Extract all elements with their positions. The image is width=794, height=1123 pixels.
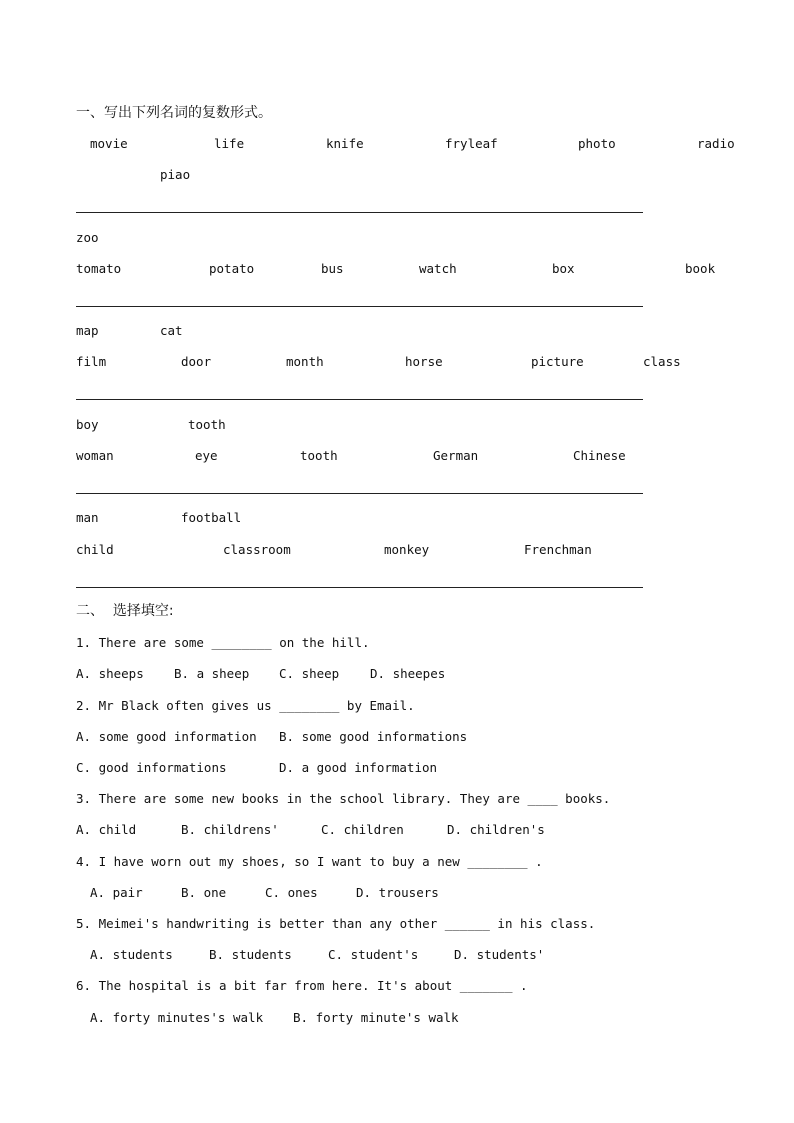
word-photo: photo (578, 136, 616, 151)
word-box: box (552, 261, 575, 276)
word-horse: horse (405, 354, 443, 369)
word-man: man (76, 510, 99, 525)
question-1: 1. There are some ________ on the hill. (76, 635, 370, 650)
word-football: football (181, 510, 242, 525)
q2-option-a: A. some good information (76, 729, 257, 744)
answer-line (76, 306, 643, 307)
q3-option-c: C. children (321, 822, 404, 837)
word-fryleaf: fryleaf (445, 136, 498, 151)
answer-line (76, 493, 643, 494)
answer-line (76, 399, 643, 400)
section1-heading: 一、写出下列名词的复数形式。 (76, 105, 272, 121)
word-radio: radio (697, 136, 735, 151)
word-watch: watch (419, 261, 457, 276)
word-german: German (433, 448, 479, 463)
q5-option-d: D. students' (454, 947, 545, 962)
question-2: 2. Mr Black often gives us ________ by Email. (76, 698, 415, 713)
word-movie: movie (90, 136, 128, 151)
answer-line (76, 212, 643, 213)
q3-option-b: B. childrens' (181, 822, 279, 837)
word-tooth: tooth (188, 417, 226, 432)
answer-line (76, 587, 643, 588)
word-potato: potato (209, 261, 255, 276)
q6-option-a: A. forty minutes's walk (90, 1010, 264, 1025)
question-5: 5. Meimei's handwriting is better than any other ______ in his class. (76, 916, 596, 931)
q6-option-b: B. forty minute's walk (293, 1010, 459, 1025)
word-door: door (181, 354, 212, 369)
q3-option-d: D. children's (447, 822, 545, 837)
word-film: film (76, 354, 107, 369)
word-monkey: monkey (384, 542, 430, 557)
q5-option-c: C. student's (328, 947, 419, 962)
question-4: 4. I have worn out my shoes, so I want to buy a new ________ . (76, 854, 543, 869)
q5-option-b: B. students (209, 947, 292, 962)
word-piao: piao (160, 167, 191, 182)
word-tomato: tomato (76, 261, 122, 276)
q1-option-a: A. sheeps (76, 666, 144, 681)
word-knife: knife (326, 136, 364, 151)
q4-option-a: A. pair (90, 885, 143, 900)
word-child: child (76, 542, 114, 557)
section2-heading: 二、 选择填空: (76, 603, 174, 619)
word-map: map (76, 323, 99, 338)
q4-option-c: C. ones (265, 885, 318, 900)
word-classroom: classroom (223, 542, 291, 557)
q1-option-b: B. a sheep (174, 666, 250, 681)
question-6: 6. The hospital is a bit far from here. It's about _______ . (76, 978, 528, 993)
word-zoo: zoo (76, 230, 99, 245)
word-book: book (685, 261, 716, 276)
q4-option-b: B. one (181, 885, 227, 900)
word-eye: eye (195, 448, 218, 463)
q2-option-b: B. some good informations (279, 729, 468, 744)
q2-option-d: D. a good information (279, 760, 438, 775)
q1-option-c: C. sheep (279, 666, 340, 681)
word-cat: cat (160, 323, 183, 338)
q4-option-d: D. trousers (356, 885, 439, 900)
q3-option-a: A. child (76, 822, 137, 837)
word-chinese: Chinese (573, 448, 626, 463)
word-class: class (643, 354, 681, 369)
word-tooth-2: tooth (300, 448, 338, 463)
q5-option-a: A. students (90, 947, 173, 962)
word-picture: picture (531, 354, 584, 369)
word-bus: bus (321, 261, 344, 276)
q2-option-c: C. good informations (76, 760, 227, 775)
word-frenchman: Frenchman (524, 542, 592, 557)
question-3: 3. There are some new books in the school library. They are ____ books. (76, 791, 611, 806)
word-month: month (286, 354, 324, 369)
word-boy: boy (76, 417, 99, 432)
q1-option-d: D. sheepes (370, 666, 446, 681)
word-woman: woman (76, 448, 114, 463)
word-life: life (214, 136, 245, 151)
